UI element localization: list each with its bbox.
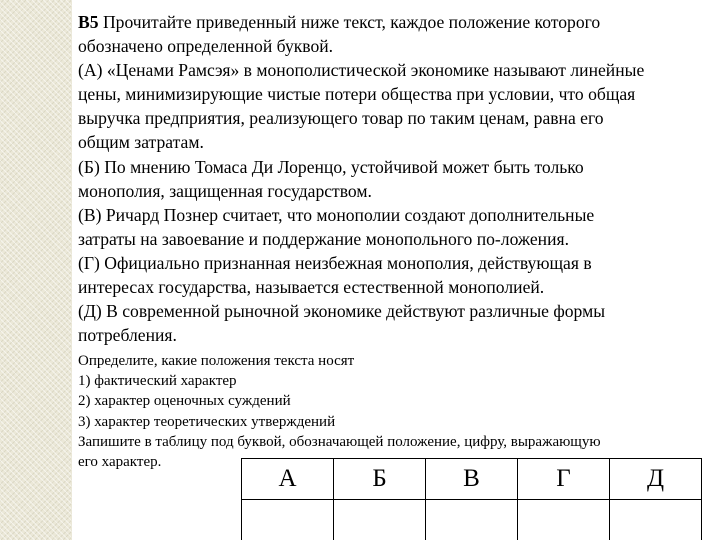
answer-header-b: Б (334, 459, 426, 500)
question-instruction: его характер. (78, 454, 162, 471)
answer-cell-b[interactable] (334, 500, 426, 540)
statement-v-line: (В) Ричард Познер считает, что монополии создают дополнительные (78, 204, 595, 225)
answer-cell-d[interactable] (610, 500, 702, 540)
document-page (72, 0, 720, 540)
statement-g-line: (Г) Официально признанная неизбежная монополия, действующая в (78, 252, 592, 273)
task-intro-line (78, 10, 720, 34)
question-block (78, 351, 718, 472)
answer-header-g: Г (518, 459, 610, 500)
task-intro-text: Прочитайте приведенный ниже текст, каждое положение которого (98, 12, 601, 32)
answer-cell-a[interactable] (242, 500, 334, 540)
answer-header-d: Д (610, 459, 702, 500)
statement-a-line: (А) «Ценами Рамсэя» в монополистической экономике называют линейные (78, 60, 645, 81)
statement-a-line: цены, минимизирующие чистые потери общества при условии, что общая (78, 84, 636, 105)
question-option: 2) характер оценочных суждений (78, 393, 291, 410)
statement-v-line: затраты на завоевание и поддержание монопольного по-ложения. (78, 228, 569, 249)
answer-table-header-row (242, 459, 702, 500)
answer-cell-g[interactable] (518, 500, 610, 540)
statement-b-line: монополия, защищенная государством. (78, 180, 372, 201)
answer-table-input-row (242, 500, 702, 540)
question-option: 3) характер теоретических утверждений (78, 413, 336, 430)
statement-d-line: (Д) В современной рыночной экономике действуют различные формы (78, 301, 606, 322)
question-instruction: Запишите в таблицу под буквой, обозначающей положение, цифру, выражающую (78, 433, 601, 450)
question-option: 1) фактический характер (78, 373, 237, 390)
answer-header-a: А (242, 459, 334, 500)
statement-a-line: выручка предприятия, реализующего товар по таким ценам, равна его (78, 108, 604, 129)
statement-a-line: общим затратам. (78, 132, 204, 153)
answer-header-v: В (426, 459, 518, 500)
statement-g-line: интересах государства, называется естественной монополией. (78, 277, 545, 298)
answer-table (241, 458, 702, 540)
statement-b-line: (Б) По мнению Томаса Ди Лоренцо, устойчивой может быть только (78, 156, 584, 177)
statement-d-line: потребления. (78, 325, 177, 346)
task-number: В5 (78, 12, 99, 32)
task-text (78, 10, 720, 347)
answer-cell-v[interactable] (426, 500, 518, 540)
task-intro-line: обозначено определенной буквой. (78, 36, 334, 57)
question-line: Определите, какие положения текста носят (78, 353, 355, 369)
